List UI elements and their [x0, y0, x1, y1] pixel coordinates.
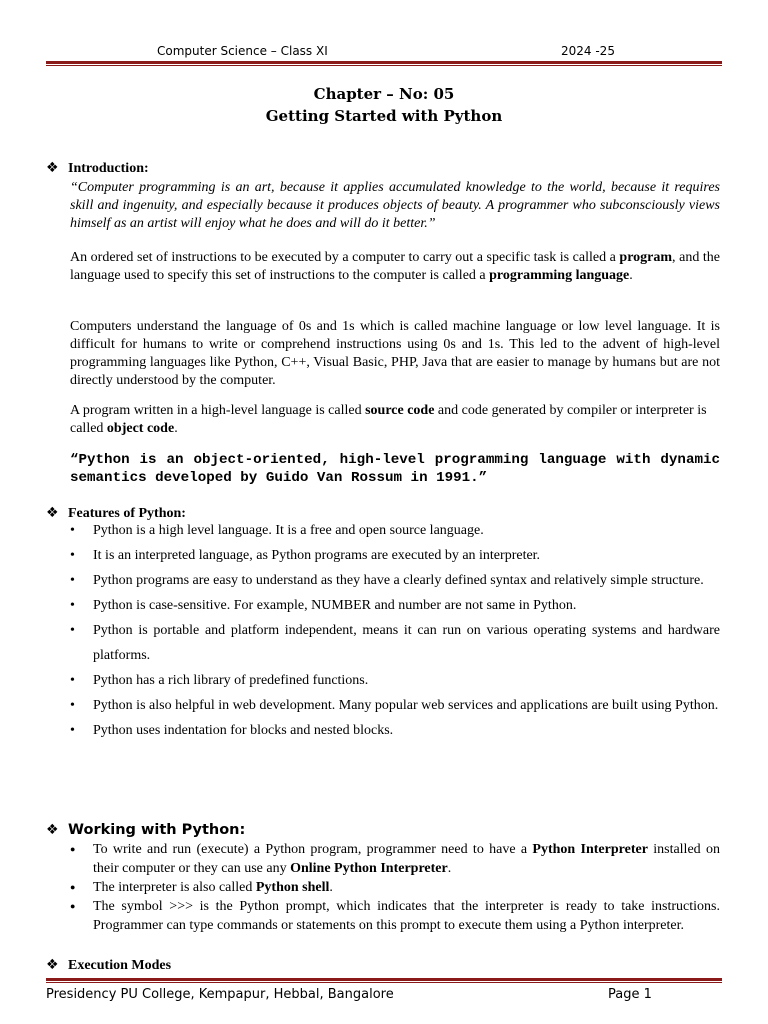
term-object-code: object code — [106, 421, 175, 436]
diamond-bullet-icon: ❖ — [46, 957, 59, 973]
section-introduction-heading — [46, 160, 149, 177]
bullet-icon: • — [70, 623, 75, 638]
intro-quote: “Computer programming is an art, because it applies accumulated knowledge to the world, because it requires skill and ingenuity, and especially because it produces objects of beauty. A programmer who subconsciously views himself as an artist will enjoy what he does and will do it better.” — [70, 180, 720, 231]
bullet-icon: • — [70, 548, 75, 563]
intro-paragraph-program: An ordered set of instructions to be executed by a computer to carry out a specific task is called a program, and the language used to specify this set of instructions to the computer is called a programming language. — [70, 250, 720, 283]
chapter-number: Chapter – No: 05 — [313, 85, 455, 103]
bullet-icon: • — [70, 573, 75, 588]
intro-paragraph-source-code: A program written in a high-level language is called source code and code generated by compiler or interpreter is called object code. — [70, 403, 707, 436]
list-item: • Python is case-sensitive. For example, NUMBER and number are not same in Python. — [70, 593, 720, 618]
section-heading-text: Working with Python: — [68, 822, 246, 838]
list-item: • Python is portable and platform independent, means it can run on various operating systems and hardware platforms. — [70, 618, 720, 668]
bullet-icon: • — [70, 673, 75, 688]
section-execution-heading — [46, 957, 171, 974]
footer-college: Presidency PU College, Kempapur, Hebbal, Bangalore — [46, 987, 394, 1002]
list-item: • Python uses indentation for blocks and nested blocks. — [70, 718, 720, 743]
list-item: • Python programs are easy to understand as they have a clearly defined syntax and relatively simple structure. — [70, 568, 720, 593]
section-heading-text: Introduction: — [68, 161, 149, 176]
header-course: Computer Science – Class XI — [157, 44, 328, 58]
diamond-bullet-icon: ❖ — [46, 160, 59, 176]
bullet-icon: ● — [70, 882, 76, 892]
bullet-icon: • — [70, 723, 75, 738]
bullet-icon: • — [70, 598, 75, 613]
working-list — [70, 840, 720, 935]
bullet-icon: • — [70, 523, 75, 538]
python-definition: “Python is an object-oriented, high-level programming language with dynamic semantics developed by Guido Van Rossum in 1991.” — [70, 452, 720, 486]
section-heading-text: Execution Modes — [68, 958, 172, 973]
features-list — [70, 518, 720, 743]
term-python-shell: Python shell — [255, 880, 330, 895]
term-online-python-interpreter: Online Python Interpreter — [290, 861, 448, 876]
list-item: • Python is a high level language. It is a free and open source language. — [70, 518, 720, 543]
bullet-icon: ● — [70, 901, 76, 911]
diamond-bullet-icon: ❖ — [46, 822, 59, 838]
header-year: 2024 -25 — [561, 44, 615, 58]
list-item: • Python is also helpful in web development. Many popular web services and applications are built using Python. — [70, 693, 720, 718]
list-item: ● To write and run (execute) a Python program, programmer need to have a Python Interpreter installed on their computer or they can use any Online Python Interpreter. — [70, 842, 720, 876]
footer-rule — [46, 978, 722, 983]
term-source-code: source code — [365, 403, 435, 418]
list-item: • Python has a rich library of predefined functions. — [70, 668, 720, 693]
term-python-interpreter: Python Interpreter — [532, 842, 648, 857]
section-heading-text: Features of Python: — [68, 506, 186, 521]
section-working-heading — [46, 822, 245, 838]
list-item: ● The symbol >>> is the Python prompt, which indicates that the interpreter is ready to take instructions. Programmer can type commands or statements on this prompt to execute them using a Python interpreter. — [70, 899, 720, 933]
diamond-bullet-icon: ❖ — [46, 505, 59, 521]
list-item: ● The interpreter is also called Python shell. — [70, 880, 333, 895]
header-rule — [46, 61, 722, 66]
bullet-icon: • — [70, 698, 75, 713]
chapter-title: Getting Started with Python — [265, 107, 503, 125]
intro-paragraph-machine-language: Computers understand the language of 0s and 1s which is called machine language or low level language. It is difficult for humans to write or comprehend instructions using 0s and 1s. This led to the advent of high-level programming languages like Python, C++, Visual Basic, PHP, Java that are easier to manage by humans but are not directly understood by the computer. — [70, 319, 720, 388]
term-program: program — [619, 250, 673, 265]
bullet-icon: ● — [70, 844, 76, 854]
footer-page-number: Page 1 — [608, 987, 652, 1002]
term-programming-language: programming language — [489, 268, 630, 283]
list-item: • It is an interpreted language, as Python programs are executed by an interpreter. — [70, 543, 720, 568]
